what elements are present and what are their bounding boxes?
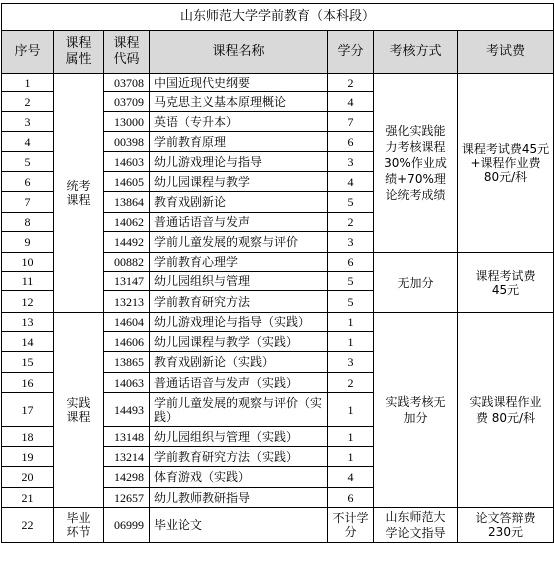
table-row — [2, 74, 554, 92]
cell-code: 13865 — [104, 352, 150, 373]
cell-credit: 2 — [328, 74, 374, 92]
header-row — [2, 31, 554, 74]
cell-name: 幼儿游戏理论与指导（实践） — [150, 313, 328, 332]
cell-name: 幼儿园课程与教学 — [150, 172, 328, 192]
attr-group-shijian: 实践 课程 — [54, 313, 104, 508]
cell-credit: 1 — [328, 332, 374, 352]
cell-name: 幼儿园课程与教学（实践） — [150, 332, 328, 352]
cell-code: 14605 — [104, 172, 150, 192]
header-seq: 序号 — [2, 31, 54, 74]
cell-seq: 8 — [2, 213, 54, 232]
attr-group-biye: 毕业 环节 — [54, 508, 104, 543]
cell-credit: 7 — [328, 112, 374, 132]
cell-seq: 11 — [2, 272, 54, 291]
cell-name: 普通话语音与发声（实践） — [150, 373, 328, 393]
cell-seq: 21 — [2, 488, 54, 508]
cell-credit: 6 — [328, 253, 374, 272]
exam-method-2: 无加分 — [374, 253, 458, 313]
cell-credit: 1 — [328, 427, 374, 447]
cell-code: 14062 — [104, 213, 150, 232]
exam-method-1: 强化实践能力考核课程30%作业成绩+70%理论统考成绩 — [374, 74, 458, 253]
table-row — [2, 508, 554, 543]
cell-name: 幼儿园组织与管理（实践） — [150, 427, 328, 447]
exam-method-3: 实践考核无加分 — [374, 313, 458, 508]
cell-name: 体育游戏（实践） — [150, 467, 328, 488]
cell-credit: 4 — [328, 92, 374, 112]
cell-credit: 2 — [328, 213, 374, 232]
cell-name: 幼儿园组织与管理 — [150, 272, 328, 291]
cell-code: 12657 — [104, 488, 150, 508]
cell-credit: 6 — [328, 132, 374, 152]
cell-name: 学前儿童发展的观察与评价 — [150, 232, 328, 253]
cell-code: 06999 — [104, 508, 150, 543]
cell-seq: 6 — [2, 172, 54, 192]
cell-name: 马克思主义基本原理概论 — [150, 92, 328, 112]
cell-seq: 15 — [2, 352, 54, 373]
cell-code: 14492 — [104, 232, 150, 253]
cell-seq: 4 — [2, 132, 54, 152]
cell-credit: 3 — [328, 232, 374, 253]
cell-seq: 10 — [2, 253, 54, 272]
cell-code: 14063 — [104, 373, 150, 393]
header-exam: 考核方式 — [374, 31, 458, 74]
cell-credit: 5 — [328, 272, 374, 291]
cell-code: 13147 — [104, 272, 150, 291]
cell-credit: 1 — [328, 447, 374, 467]
cell-credit: 2 — [328, 373, 374, 393]
cell-name: 教育戏剧新论（实践） — [150, 352, 328, 373]
cell-name: 学前教育心理学 — [150, 253, 328, 272]
cell-code: 03709 — [104, 92, 150, 112]
cell-credit: 1 — [328, 313, 374, 332]
cell-code: 13000 — [104, 112, 150, 132]
cell-code: 00882 — [104, 253, 150, 272]
cell-code: 03708 — [104, 74, 150, 92]
cell-credit: 5 — [328, 291, 374, 313]
curriculum-table — [1, 3, 554, 543]
cell-seq: 20 — [2, 467, 54, 488]
cell-code: 13148 — [104, 427, 150, 447]
cell-seq: 19 — [2, 447, 54, 467]
cell-name: 幼儿教师教研指导 — [150, 488, 328, 508]
cell-credit: 6 — [328, 488, 374, 508]
cell-code: 14298 — [104, 467, 150, 488]
cell-name: 毕业论文 — [150, 508, 328, 543]
cell-seq: 13 — [2, 313, 54, 332]
cell-seq: 18 — [2, 427, 54, 447]
cell-credit: 4 — [328, 467, 374, 488]
fee-3: 实践课程作业费 80元/科 — [458, 313, 554, 508]
cell-name: 学前教育原理 — [150, 132, 328, 152]
cell-credit: 5 — [328, 192, 374, 213]
cell-credit: 3 — [328, 352, 374, 373]
cell-seq: 16 — [2, 373, 54, 393]
cell-code: 14606 — [104, 332, 150, 352]
fee-4: 论文答辩费 230元 — [458, 508, 554, 543]
cell-name: 学前教育研究方法 — [150, 291, 328, 313]
cell-name: 中国近现代史纲要 — [150, 74, 328, 92]
cell-seq: 1 — [2, 74, 54, 92]
cell-credit: 不计学分 — [328, 508, 374, 543]
attr-group-tongkao: 统考 课程 — [54, 74, 104, 313]
header-fee: 考试费 — [458, 31, 554, 74]
cell-credit: 3 — [328, 152, 374, 172]
cell-seq: 5 — [2, 152, 54, 172]
cell-name: 幼儿游戏理论与指导 — [150, 152, 328, 172]
table-title: 山东师范大学学前教育（本科段） — [2, 4, 554, 31]
cell-name: 学前教育研究方法（实践） — [150, 447, 328, 467]
cell-name: 普通话语音与发声 — [150, 213, 328, 232]
cell-code: 13213 — [104, 291, 150, 313]
cell-code: 00398 — [104, 132, 150, 152]
cell-code: 13864 — [104, 192, 150, 213]
cell-code: 14604 — [104, 313, 150, 332]
cell-name: 学前儿童发展的观察与评价（实践） — [150, 393, 328, 427]
cell-code: 14493 — [104, 393, 150, 427]
cell-seq: 17 — [2, 393, 54, 427]
cell-seq: 3 — [2, 112, 54, 132]
header-attr: 课程 属性 — [54, 31, 104, 74]
cell-seq: 22 — [2, 508, 54, 543]
cell-credit: 4 — [328, 172, 374, 192]
cell-seq: 9 — [2, 232, 54, 253]
header-code: 课程 代码 — [104, 31, 150, 74]
cell-name: 英语（专升本） — [150, 112, 328, 132]
cell-seq: 12 — [2, 291, 54, 313]
cell-seq: 2 — [2, 92, 54, 112]
cell-code: 13214 — [104, 447, 150, 467]
cell-credit: 1 — [328, 393, 374, 427]
fee-1: 课程考试费45元 +课程作业费 80元/科 — [458, 74, 554, 253]
header-name: 课程名称 — [150, 31, 328, 74]
fee-2: 课程考试费 45元 — [458, 253, 554, 313]
cell-code: 14603 — [104, 152, 150, 172]
exam-method-4: 山东师范大学论文指导 — [374, 508, 458, 543]
cell-name: 教育戏剧新论 — [150, 192, 328, 213]
cell-seq: 7 — [2, 192, 54, 213]
header-credit: 学分 — [328, 31, 374, 74]
table-row — [2, 313, 554, 332]
cell-seq: 14 — [2, 332, 54, 352]
